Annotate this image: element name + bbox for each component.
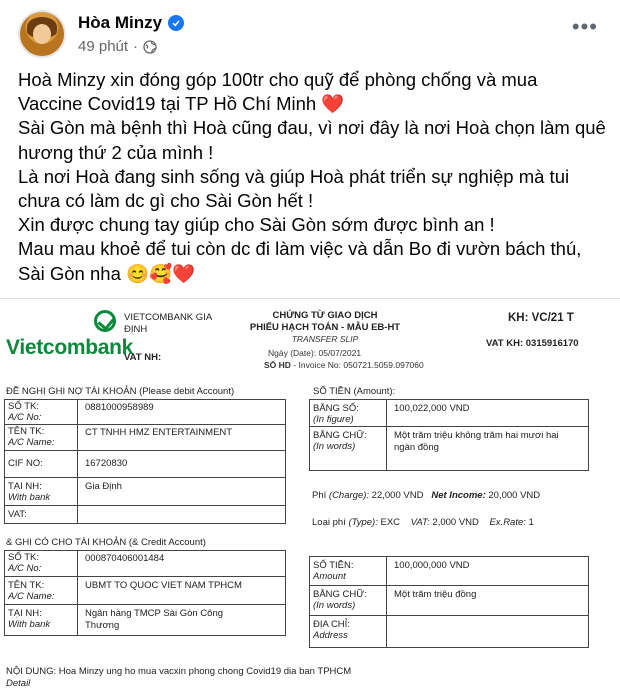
debit-value: 0881000958989: [85, 402, 154, 413]
debit-section-title: ĐỀ NGHỊ GHI NỢ TÀI KHOẢN (Please debit Account): [6, 386, 235, 397]
heart-emoji-icon: ❤️: [321, 93, 345, 115]
credit-value: UBMT TO QUOC VIET NAM TPHCM: [85, 580, 242, 591]
post-line: hương thứ 2 của mình !: [18, 141, 214, 163]
amount-table: [309, 399, 589, 471]
vietcombank-logo-text: Vietcombank: [6, 336, 134, 359]
amount-figure-value: 100,022,000 VND: [394, 403, 470, 414]
slip-title-line1: CHỨNG TỪ GIAO DỊCH: [272, 310, 378, 321]
content-line: NỘI DUNG: Hoa Minzy ung ho mua vacxin phong chong Covid19 dia ban TPHCM: [6, 666, 352, 677]
post-line: Là nơi Hoà đang sinh sống và giúp Hoà phát triển sự nghiệp mà tui: [18, 165, 570, 187]
post-line-text: Vaccine Covid19 tại TP Hồ Chí Minh: [18, 93, 317, 115]
debit-row-vat: [5, 506, 285, 524]
credit-row-bank: [5, 605, 285, 636]
slip-subtitle: TRANSFER SLIP: [291, 334, 359, 344]
avatar[interactable]: [18, 10, 66, 58]
bank-branch-name: VIETCOMBANK GIA ĐỊNH: [124, 312, 212, 335]
post-header: [0, 0, 620, 62]
debit-account-table: [4, 399, 286, 524]
vietcombank-logo-icon: [94, 310, 116, 332]
debit-row-bank: [5, 478, 285, 506]
credit-amount-value: 100,000,000 VND: [394, 560, 470, 571]
charge-line: Phí (Charge): 22,000 VND Net Income: 20,000 VND: [312, 490, 541, 501]
debit-label: VAT:: [8, 509, 27, 520]
post-line: Mau mau khoẻ để tui còn dc đi làm việc và dẫn Bo đi vườn bách thú,: [18, 238, 582, 260]
post-line-text: Sài Gòn nha: [18, 262, 121, 284]
credit-row-account-no: [5, 551, 285, 577]
amount-row-figure: [310, 400, 588, 427]
credit-value: 000870406001484: [85, 553, 165, 564]
credit-address-row: [310, 616, 588, 648]
credit-amount-row: [310, 557, 588, 586]
credit-words-label: BẰNG CHỮ: (In words): [313, 589, 368, 611]
slip-invoice-no: [264, 360, 424, 370]
post-line: [18, 262, 610, 286]
post-line: chưa có làm dc gì cho Sài Gòn hết !: [18, 190, 314, 212]
credit-account-table: [4, 550, 286, 636]
slip-title-line2: PHIẾU HẠCH TOÁN - MẪU EB-HT: [249, 322, 401, 333]
debit-row-account-name: [5, 425, 285, 451]
debit-value: 16720830: [85, 458, 128, 469]
amount-label: BẰNG SỐ: (In figure): [313, 403, 359, 425]
credit-words-value: Một trăm triệu đồng: [394, 589, 477, 600]
debit-row-account-no: [5, 400, 285, 425]
credit-label: SỐ TK: A/C No:: [8, 552, 42, 574]
debit-label: TÊN TK: A/C Name:: [8, 426, 55, 448]
credit-label: TẠI NH: With bank: [8, 608, 51, 630]
meta-separator: ·: [133, 38, 139, 55]
debit-label: TẠI NH: With bank: [8, 481, 51, 503]
credit-amount-table: [309, 556, 589, 648]
debit-row-cif: [5, 451, 285, 478]
post-text: [18, 68, 610, 286]
amount-words-value: Một trăm triệu không trăm hai mươi hai ngàn đồng: [394, 430, 559, 453]
post-line: Hoà Minzy xin đóng góp 100tr cho quỹ để phòng chống và mua: [18, 69, 538, 90]
amount-label: BẰNG CHỮ: (In words): [313, 430, 368, 452]
post-line: [18, 92, 610, 116]
credit-amount-label: SỐ TIỀN: Amount: [313, 560, 354, 582]
debit-value: CT TNHH HMZ ENTERTAINMENT: [85, 427, 233, 438]
more-options-icon[interactable]: •••: [571, 14, 598, 39]
slip-date: Ngày (Date): 05/07/2021: [268, 348, 362, 358]
globe-icon: [143, 40, 157, 54]
author-name[interactable]: Hòa Minzy: [78, 13, 163, 32]
debit-value: Gia Định: [85, 481, 122, 492]
verified-badge-icon: [168, 15, 184, 31]
avatar-face: [33, 24, 51, 44]
fee-type-line: Loại phí (Type): EXC VAT: 2,000 VND Ex.Rate: 1: [312, 517, 534, 528]
credit-label: TÊN TK: A/C Name:: [8, 580, 55, 602]
emoji-group-icon: 😊🥰❤️: [126, 262, 196, 284]
vat-nh-label: VAT NH:: [124, 352, 162, 363]
slip-top-divider: [0, 298, 620, 299]
transfer-slip-image[interactable]: [0, 298, 620, 698]
credit-row-account-name: [5, 577, 285, 605]
amount-row-words: [310, 427, 588, 471]
post-meta: [78, 38, 157, 55]
credit-address-label: ĐỊA CHỈ: Address: [313, 619, 350, 641]
post-time[interactable]: 49 phút: [78, 38, 129, 55]
author-row: [78, 13, 184, 33]
content-label-en: Detail: [6, 678, 31, 689]
credit-words-row: [310, 586, 588, 616]
kh-code: KH: VC/21 T: [508, 312, 574, 324]
slip-invoice-value: - Invoice No: 050721.5059.097060: [293, 360, 424, 370]
debit-label: SỐ TK: A/C No:: [8, 401, 42, 423]
debit-label: CIF NO:: [8, 458, 43, 469]
post-line: Sài Gòn mà bệnh thì Hoà cũng đau, vì nơi đây là nơi Hoà chọn làm quê: [18, 117, 606, 139]
credit-section-title: & GHI CÓ CHO TÀI KHOẢN (& Credit Account): [6, 537, 206, 548]
slip-title: [240, 310, 410, 334]
amount-section-title: SỐ TIỀN (Amount):: [313, 386, 396, 397]
vat-kh: VAT KH: 0315916170: [486, 338, 579, 349]
slip-invoice-label: SỐ HD: [264, 360, 291, 370]
credit-value: Ngân hàng TMCP Sài Gòn Công Thương: [85, 608, 224, 631]
post-line: Xin được chung tay giúp cho Sài Gòn sớm được bình an !: [18, 214, 495, 236]
